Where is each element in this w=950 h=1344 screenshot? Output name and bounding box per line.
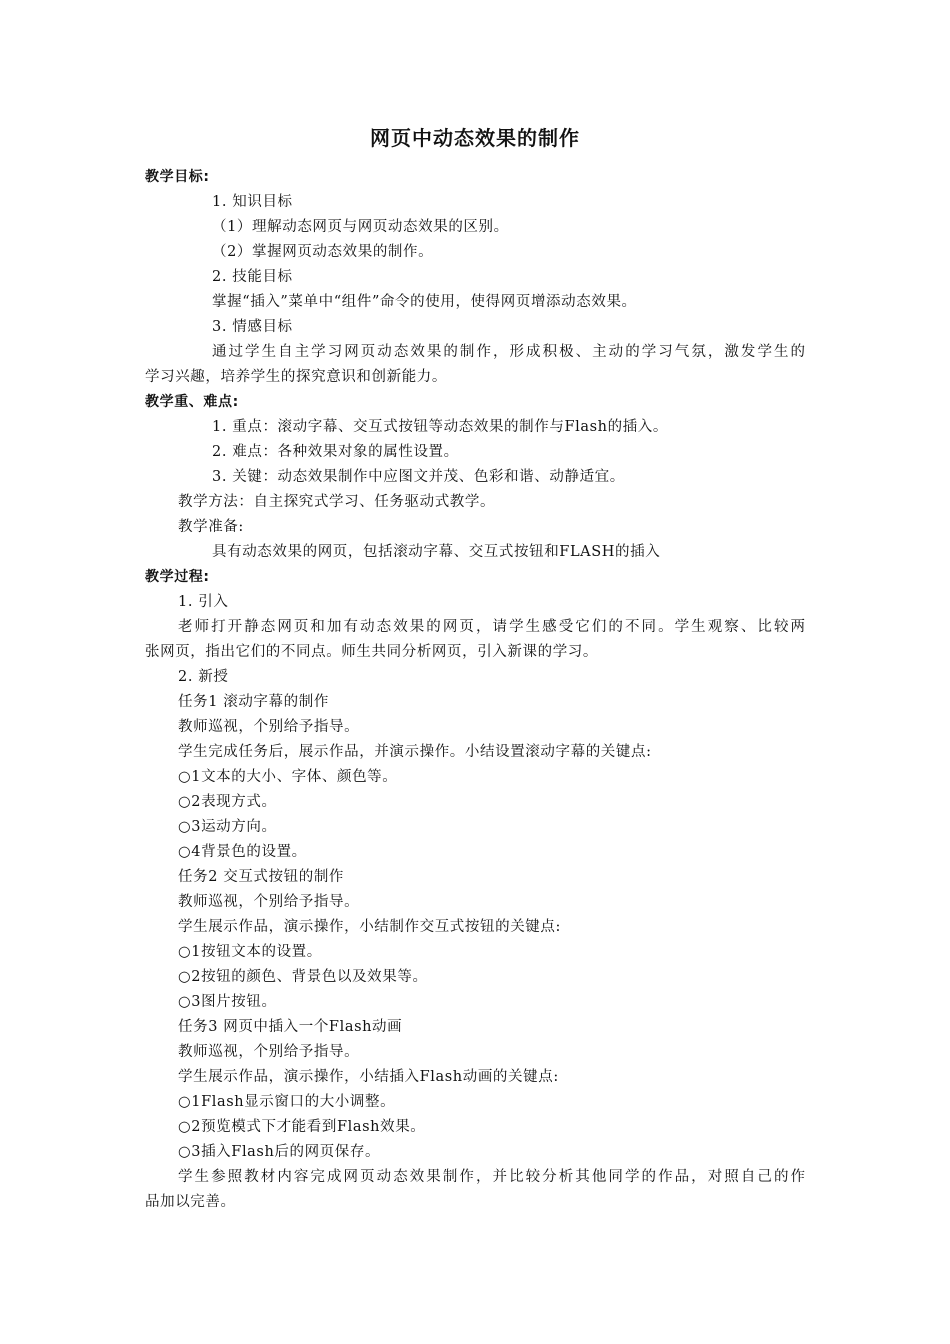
text-line: 教师巡视，个别给予指导。 xyxy=(178,894,360,910)
text-line: 张网页，指出它们的不同点。师生共同分析网页，引入新课的学习。 xyxy=(145,644,598,660)
heading-key-points: 教学重、难点: xyxy=(145,394,239,410)
text-line: 学生参照教材内容完成网页动态效果制作，并比较分析其他同学的作品，对照自己的作 xyxy=(178,1169,805,1185)
text-line: 具有动态效果的网页，包括滚动字幕、交互式按钮和FLASH的插入 xyxy=(212,544,661,560)
text-line: 3. 情感目标 xyxy=(212,319,293,335)
text-line: 1. 引入 xyxy=(178,594,229,610)
text-line: 1. 知识目标 xyxy=(212,194,293,210)
document-title: 网页中动态效果的制作 xyxy=(370,126,580,150)
text-line: 教师巡视，个别给予指导。 xyxy=(178,719,360,735)
text-line: 通过学生自主学习网页动态效果的制作，形成积极、主动的学习气氛，激发学生的 xyxy=(212,344,805,360)
text-line: 学生完成任务后，展示作品，并演示操作。小结设置滚动字幕的关键点: xyxy=(178,744,652,760)
list-item: ○1Flash显示窗口的大小调整。 xyxy=(178,1094,396,1110)
list-item: ○2表现方式。 xyxy=(178,794,277,810)
text-line: 2. 新授 xyxy=(178,669,229,685)
text-line: 掌握“插入”菜单中“组件”命令的使用，使得网页增添动态效果。 xyxy=(212,294,637,310)
text-line: 教师巡视，个别给予指导。 xyxy=(178,1044,360,1060)
list-item: ○1文本的大小、字体、颜色等。 xyxy=(178,769,398,785)
text-line: 学生展示作品，演示操作，小结制作交互式按钮的关键点: xyxy=(178,919,561,935)
text-line: （1）理解动态网页与网页动态效果的区别。 xyxy=(212,219,509,235)
list-item: ○3插入Flash后的网页保存。 xyxy=(178,1144,381,1160)
text-line: 教学方法：自主探究式学习、任务驱动式教学。 xyxy=(178,494,496,510)
heading-process: 教学过程: xyxy=(145,569,210,585)
text-line: （2）掌握网页动态效果的制作。 xyxy=(212,244,434,260)
list-item: ○1按钮文本的设置。 xyxy=(178,944,322,960)
list-item: ○2按钮的颜色、背景色以及效果等。 xyxy=(178,969,428,985)
heading-objectives: 教学目标: xyxy=(145,169,210,185)
list-item: ○2预览模式下才能看到Flash效果。 xyxy=(178,1119,426,1135)
text-line: 老师打开静态网页和加有动态效果的网页，请学生感受它们的不同。学生观察、比较两 xyxy=(178,619,805,635)
text-line: 任务3 网页中插入一个Flash动画 xyxy=(178,1019,403,1035)
text-line: 教学准备: xyxy=(178,519,244,535)
text-line: 2. 技能目标 xyxy=(212,269,293,285)
text-line: 学习兴趣，培养学生的探究意识和创新能力。 xyxy=(145,369,447,385)
text-line: 1. 重点：滚动字幕、交互式按钮等动态效果的制作与Flash的插入。 xyxy=(212,419,668,435)
text-line: 品加以完善。 xyxy=(145,1194,236,1210)
text-line: 学生展示作品，演示操作，小结插入Flash动画的关键点: xyxy=(178,1069,559,1085)
text-line: 3. 关键：动态效果制作中应图文并茂、色彩和谐、动静适宜。 xyxy=(212,469,625,485)
text-line: 2. 难点：各种效果对象的属性设置。 xyxy=(212,444,459,460)
text-line: 任务1 滚动字幕的制作 xyxy=(178,694,329,710)
list-item: ○3运动方向。 xyxy=(178,819,277,835)
text-line: 任务2 交互式按钮的制作 xyxy=(178,869,345,885)
list-item: ○4背景色的设置。 xyxy=(178,844,307,860)
list-item: ○3图片按钮。 xyxy=(178,994,277,1010)
